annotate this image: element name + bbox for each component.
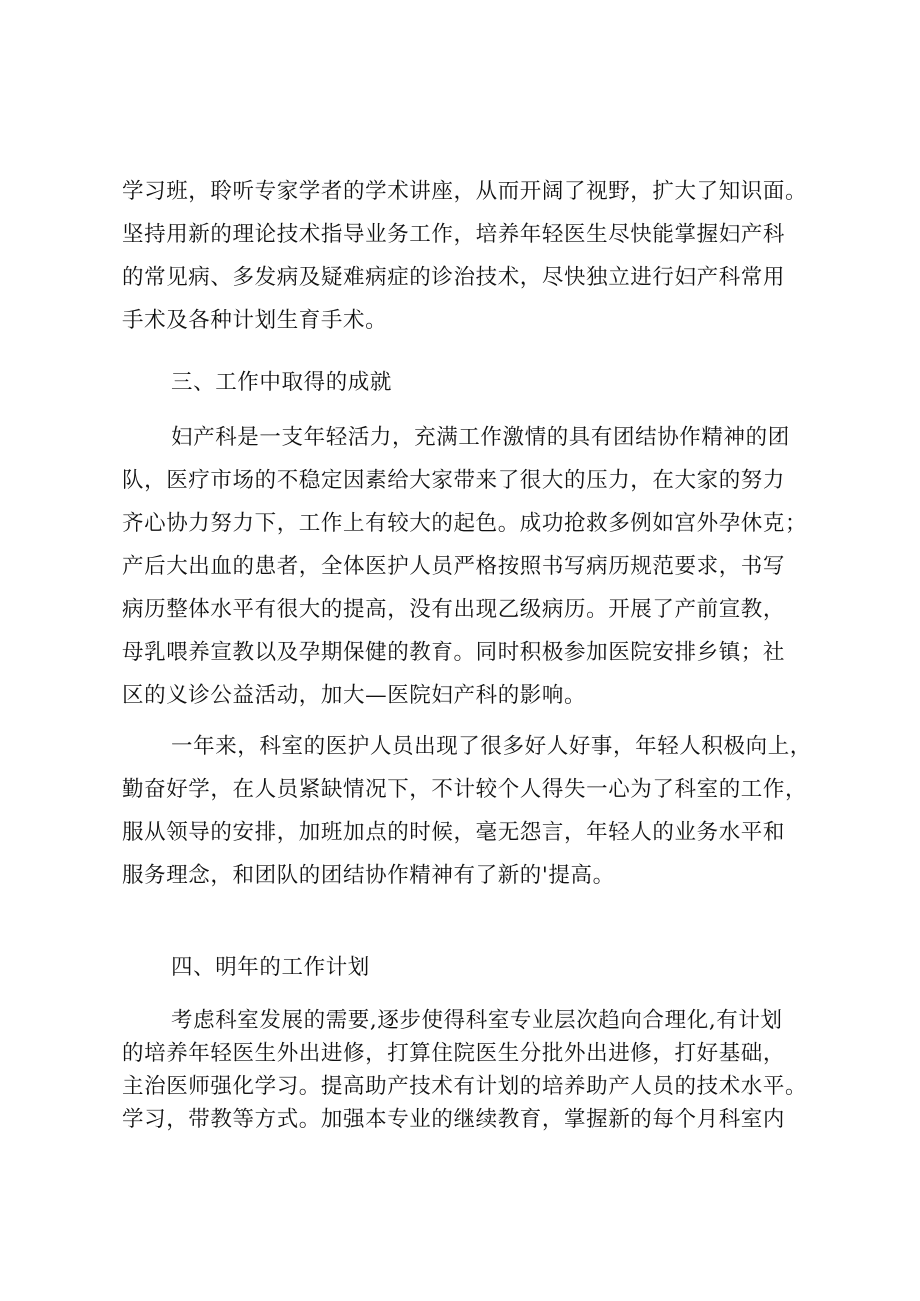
paragraph-line: 服从领导的安排，加班加点的时候，毫无怨言，年轻人的业务水平和 <box>122 820 786 845</box>
paragraph-line: 学习班，聆听专家学者的学术讲座，从而开阔了视野，扩大了知识面。 <box>122 179 808 204</box>
paragraph-line: 手术及各种计划生育手术。 <box>122 308 388 333</box>
paragraph-line: 产后大出血的患者，全体医护人员严格按照书写病历规范要求，书写 <box>122 554 786 579</box>
paragraph-line: 考虑科室发展的需要,逐步使得科室专业层次趋向合理化,有计划 <box>171 1008 783 1033</box>
paragraph-line: 妇产科是一支年轻活力，充满工作激情的具有团结协作精神的团 <box>171 425 790 450</box>
paragraph-line: 主治医师强化学习。提高助产技术有计划的培养助产人员的技术水平。 <box>122 1074 808 1099</box>
paragraph-line: 一年来，科室的医护人员出现了很多好人好事，年轻人积极向上， <box>171 734 812 759</box>
paragraph-line: 母乳喂养宣教以及孕期保健的教育。同时积极参加医院安排乡镇；社 <box>122 640 786 665</box>
paragraph-line: 队，医疗市场的不稳定因素给大家带来了很大的压力，在大家的努力 <box>122 468 786 493</box>
paragraph-line: 学习，带教等方式。加强本专业的继续教育，掌握新的每个月科室内 <box>122 1107 786 1132</box>
paragraph-3 <box>122 725 842 897</box>
paragraph-1 <box>122 170 842 342</box>
paragraph-line: 坚持用新的理论技术指导业务工作，培养年轻医生尽快能掌握妇产科 <box>122 222 786 247</box>
paragraph-line: 服务理念，和团队的团结协作精神有了新的'提高。 <box>122 863 615 888</box>
paragraph-line: 区的义诊公益活动，加大—医院妇产科的影响。 <box>122 683 587 708</box>
section-heading-next-year-plan: 四、明年的工作计划 <box>171 955 370 980</box>
paragraph-line: 齐心协力努力下，工作上有较大的起色。成功抢救多例如宫外孕休克； <box>122 511 808 536</box>
paragraph-line: 勤奋好学，在人员紧缺情况下，不计较个人得失一心为了科室的工作， <box>122 777 808 802</box>
paragraph-4 <box>122 1004 842 1136</box>
paragraph-2 <box>122 416 842 717</box>
paragraph-line: 病历整体水平有很大的提高，没有出现乙级病历。开展了产前宣教， <box>122 597 786 622</box>
section-heading-achievements: 三、工作中取得的成就 <box>171 370 393 395</box>
paragraph-line: 的培养年轻医生外出进修，打算住院医生分批外出进修，打好基础， <box>122 1041 786 1066</box>
paragraph-line: 的常见病、多发病及疑难病症的诊治技术，尽快独立进行妇产科常用 <box>122 265 786 290</box>
